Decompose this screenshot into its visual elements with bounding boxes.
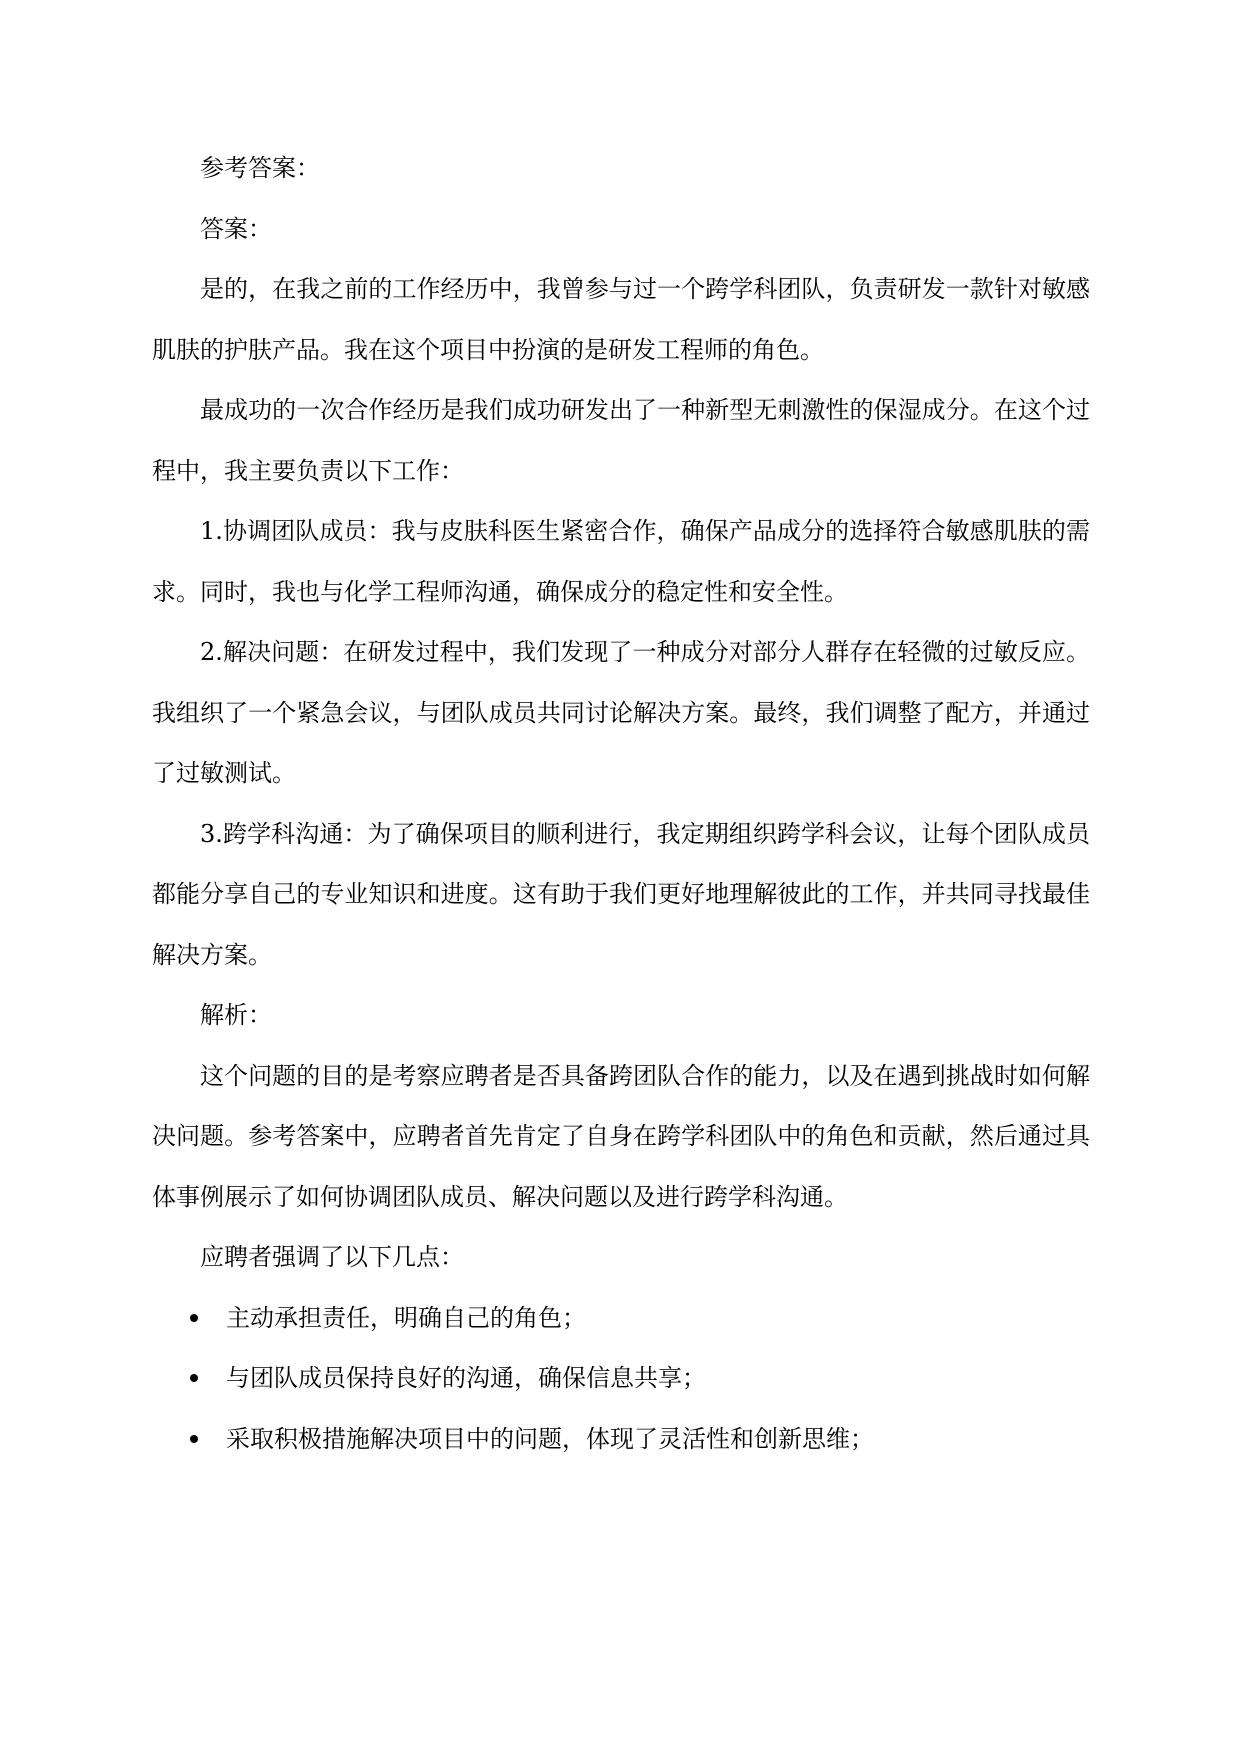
list-item <box>152 1348 1090 1409</box>
analysis-heading: 解析： <box>200 1001 272 1029</box>
reference-answer-heading: 参考答案： <box>200 154 320 182</box>
list-item <box>152 1409 1090 1470</box>
document-body <box>152 138 1090 1469</box>
list-item <box>152 1288 1090 1349</box>
key-points-list <box>152 1288 1090 1470</box>
bullet-icon <box>190 1435 198 1443</box>
key-points-intro: 应聘者强调了以下几点： <box>200 1243 464 1271</box>
analysis-paragraph: 这个问题的目的是考察应聘者是否具备跨团队合作的能力，以及在遇到挑战时如何解决问题。参考答案中，应聘者首先肯定了自身在跨学科团队中的角色和贡献，然后通过具体事例展示了如何协调团队成员、解决问题以及进行跨学科沟通。 <box>152 1061 1090 1211</box>
success-experience-paragraph: 最成功的一次合作经历是我们成功研发出了一种新型无刺激性的保湿成分。在这个过程中，我主要负责以下工作： <box>152 396 1090 485</box>
list-item-text: 采取积极措施解决项目中的问题，体现了灵活性和创新思维； <box>226 1424 874 1453</box>
bullet-icon <box>190 1314 198 1322</box>
bullet-icon <box>190 1374 198 1382</box>
list-item-text: 与团队成员保持良好的沟通，确保信息共享； <box>226 1364 706 1392</box>
answer-heading: 答案： <box>200 214 272 243</box>
cross-discipline-paragraph: 3.跨学科沟通：为了确保项目的顺利进行，我定期组织跨学科会议，让每个团队成员都能分享自己的专业知识和进度。这有助于我们更好地理解彼此的工作，并共同寻找最佳解决方案。 <box>152 819 1090 969</box>
solve-problem-paragraph: 2.解决问题：在研发过程中，我们发现了一种成分对部分人群存在轻微的过敏反应。我组织了一个紧急会议，与团队成员共同讨论解决方案。最终，我们调整了配方，并通过了过敏测试。 <box>152 638 1090 787</box>
coordinate-team-paragraph: 1.协调团队成员：我与皮肤科医生紧密合作，确保产品成分的选择符合敏感肌肤的需求。同时，我也与化学工程师沟通，确保成分的稳定性和安全性。 <box>152 517 1090 606</box>
list-item-text: 主动承担责任，明确自己的角色； <box>226 1303 586 1332</box>
answer-intro-paragraph: 是的，在我之前的工作经历中，我曾参与过一个跨学科团队，负责研发一款针对敏感肌肤的护肤产品。我在这个项目中扮演的是研发工程师的角色。 <box>152 275 1090 364</box>
